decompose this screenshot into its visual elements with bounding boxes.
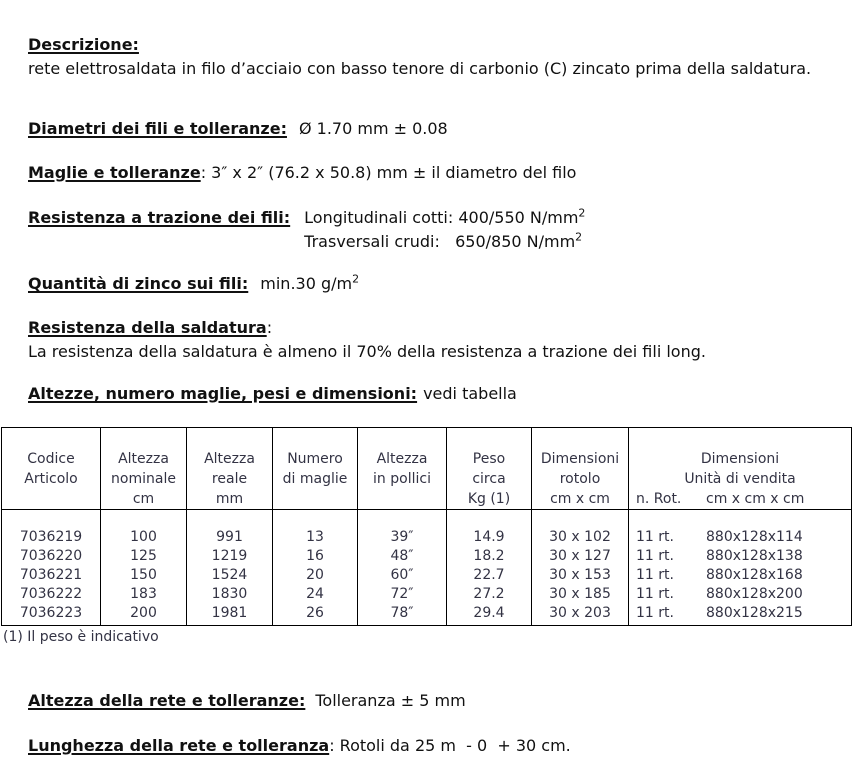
header-cell-unita-vendita: Dimensioni Unità di vendita n. Rot. cm x cm x cm xyxy=(629,428,852,510)
cell-dimensioni-rotolo: 30 x 102 xyxy=(532,510,629,548)
cell-numero-maglie: 20 xyxy=(273,566,358,585)
section-resistenza-trazione xyxy=(28,206,585,253)
cell-numero-maglie: 26 xyxy=(273,604,358,626)
header-cell-altezza-reale: Altezza reale mm xyxy=(187,428,273,510)
cell-altezza-pollici: 39″ xyxy=(358,510,447,548)
cell-codice: 7036223 xyxy=(2,604,101,626)
cell-dimensioni-rotolo: 30 x 203 xyxy=(532,604,629,626)
cell-altezza-pollici: 60″ xyxy=(358,566,447,585)
cell-unita-vendita: 11 rt. 880x128x215 xyxy=(629,604,852,626)
cell-unita-vendita: 11 rt. 880x128x138 xyxy=(629,547,852,566)
header-cell-altezza-pollici: Altezza in pollici xyxy=(358,428,447,510)
table-header-row xyxy=(2,428,852,510)
superscript: 2 xyxy=(578,206,586,220)
altezze-value: vedi tabella xyxy=(423,384,517,403)
cell-altezza-reale: 1524 xyxy=(187,566,273,585)
cell-dimensioni-rotolo: 30 x 153 xyxy=(532,566,629,585)
resistenza-trazione-line2: Trasversali crudi: 650/850 $N/mm^2$ xyxy=(304,230,583,251)
cell-altezza-nominale: 125 xyxy=(101,547,187,566)
cell-peso: 18.2 xyxy=(447,547,532,566)
descrizione-label: Descrizione: xyxy=(28,35,139,54)
header-cell-dimensioni-rotolo: Dimensioni rotolo cm x cm xyxy=(532,428,629,510)
altezza-rete-label: Altezza della rete e tolleranze: xyxy=(28,691,306,710)
header-cell-numero-maglie: Numero di maglie xyxy=(273,428,358,510)
cell-numero-maglie: 13 xyxy=(273,510,358,548)
section-maglie xyxy=(28,161,576,185)
saldatura-body: La resistenza della saldatura è almeno il 70% della resistenza a trazione dei fili long. xyxy=(28,341,706,361)
superscript: 2 xyxy=(575,230,583,244)
cell-unita-vendita: 11 rt. 880x128x200 xyxy=(629,585,852,604)
resistenza-trazione-values xyxy=(304,206,585,253)
table-row xyxy=(2,510,852,548)
diametri-label: Diametri dei fili e tolleranze: xyxy=(28,119,287,138)
zinco-label: Quantità di zinco sui fili: xyxy=(28,274,249,293)
cell-numero-maglie: 24 xyxy=(273,585,358,604)
altezze-label: Altezze, numero maglie, pesi e dimensioni: xyxy=(28,384,418,403)
saldatura-label: Resistenza della saldatura xyxy=(28,318,267,337)
cell-altezza-nominale: 100 xyxy=(101,510,187,548)
zinco-value: min.30 g/m xyxy=(260,274,353,293)
cell-peso: 29.4 xyxy=(447,604,532,626)
header-cell-peso: Peso circa Kg (1) xyxy=(447,428,532,510)
saldatura-colon: : xyxy=(266,318,273,337)
saldatura-label-line xyxy=(28,316,823,340)
table-footnote: (1) Il peso è indicativo xyxy=(3,629,159,645)
table-row xyxy=(2,547,852,566)
altezza-rete-value: Tolleranza ± 5 mm xyxy=(315,691,466,710)
cell-codice: 7036220 xyxy=(2,547,101,566)
maglie-label: Maglie e tolleranze xyxy=(28,163,201,182)
lunghezza-rete-label: Lunghezza della rete e tolleranza xyxy=(28,736,330,755)
cell-altezza-pollici: 78″ xyxy=(358,604,447,626)
cell-unita-vendita: 11 rt. 880x128x168 xyxy=(629,566,852,585)
cell-numero-maglie: 16 xyxy=(273,547,358,566)
cell-codice: 7036221 xyxy=(2,566,101,585)
cell-altezza-reale: 1830 xyxy=(187,585,273,604)
section-altezza-rete xyxy=(28,689,466,713)
cell-altezza-pollici: 72″ xyxy=(358,585,447,604)
cell-altezza-pollici: 48″ xyxy=(358,547,447,566)
cell-peso: 22.7 xyxy=(447,566,532,585)
cell-peso: 14.9 xyxy=(447,510,532,548)
cell-dimensioni-rotolo: 30 x 185 xyxy=(532,585,629,604)
cell-unita-vendita: 11 rt. 880x128x114 xyxy=(629,510,852,548)
spec-table xyxy=(1,427,852,626)
cell-altezza-nominale: 200 xyxy=(101,604,187,626)
cell-codice: 7036222 xyxy=(2,585,101,604)
cell-dimensioni-rotolo: 30 x 127 xyxy=(532,547,629,566)
cell-altezza-nominale: 183 xyxy=(101,585,187,604)
header-cell-altezza-nominale: Altezza nominale cm xyxy=(101,428,187,510)
cell-altezza-reale: 991 xyxy=(187,510,273,548)
resistenza-trazione-label: Resistenza a trazione dei fili: xyxy=(28,208,291,227)
section-zinco xyxy=(28,272,359,296)
lunghezza-rete-value: : Rotoli da 25 m - 0 + 30 cm. xyxy=(329,736,571,755)
header-cell-codice: Codice Articolo xyxy=(2,428,101,510)
maglie-value: : 3″ x 2″ (76.2 x 50.8) mm ± il diametro del filo xyxy=(200,163,577,182)
cell-altezza-reale: 1219 xyxy=(187,547,273,566)
section-lunghezza-rete xyxy=(28,734,571,758)
diametri-value: Ø 1.70 mm ± 0.08 xyxy=(298,119,448,138)
cell-peso: 27.2 xyxy=(447,585,532,604)
section-altezze xyxy=(28,382,517,406)
table-row xyxy=(2,566,852,585)
table-row xyxy=(2,585,852,604)
cell-codice: 7036219 xyxy=(2,510,101,548)
unita-vendita-subheader: n. Rot. cm x cm x cm xyxy=(636,491,805,507)
cell-altezza-nominale: 150 xyxy=(101,566,187,585)
superscript: 2 xyxy=(352,272,360,286)
table-row xyxy=(2,604,852,626)
descrizione-body: rete elettrosaldata in filo d’acciaio con basso tenore di carbonio (C) zincato prima della saldatura. xyxy=(28,58,812,78)
resistenza-trazione-line1: Longitudinali cotti: 400/550 $N/mm^2$ xyxy=(304,206,586,227)
section-descrizione xyxy=(28,33,823,80)
section-saldatura xyxy=(28,316,823,363)
cell-altezza-reale: 1981 xyxy=(187,604,273,626)
section-diametri xyxy=(28,117,448,141)
